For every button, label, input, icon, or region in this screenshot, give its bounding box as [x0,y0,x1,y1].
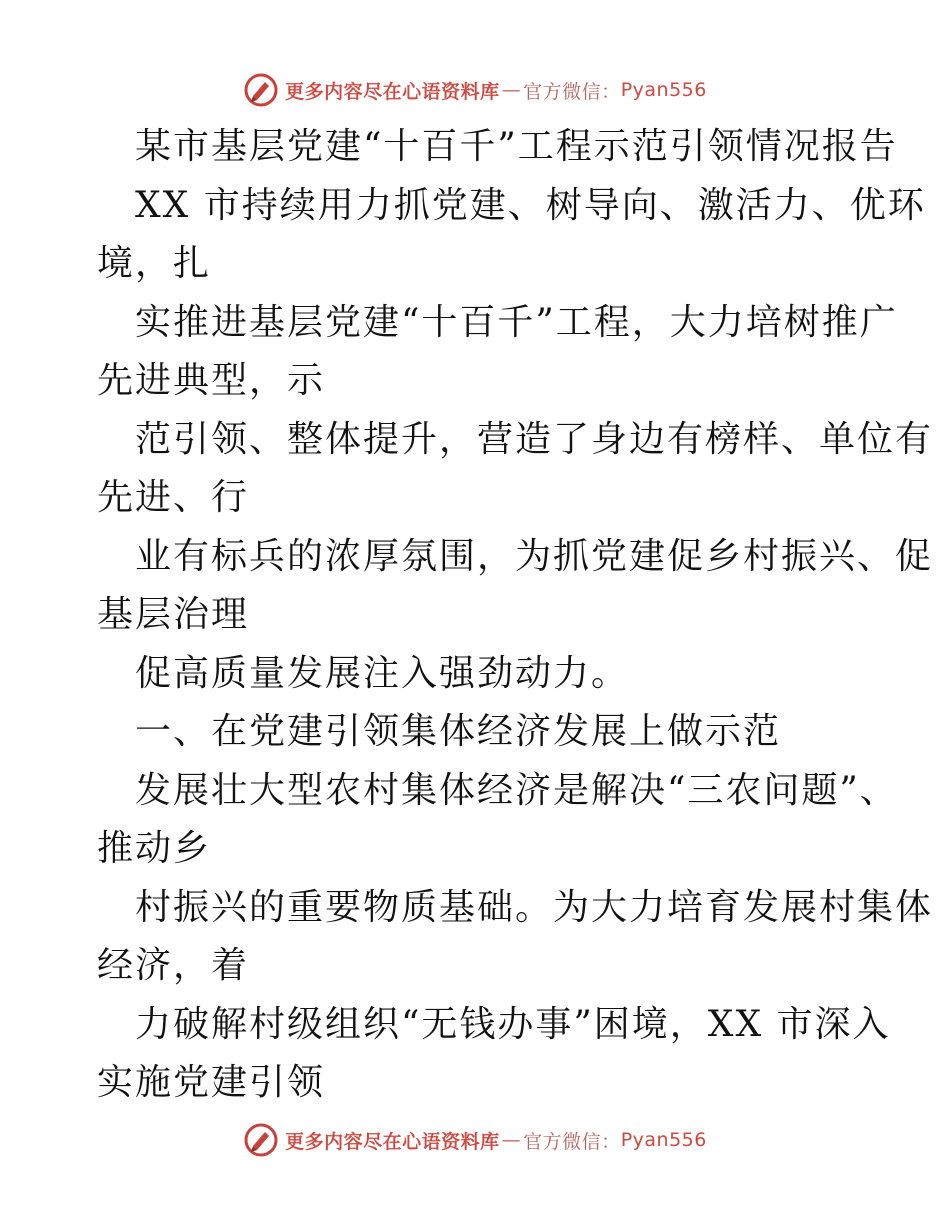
watermark-dash: — [501,1129,522,1151]
watermark-brand: 更多内容尽在心语资料库 [285,80,500,103]
watermark-label: 官方微信： [523,1130,621,1153]
paragraph-line: 业有标兵的浓厚氛围，为抓党建促乡村振兴、促 [135,536,934,577]
watermark-account: Pyan556 [620,79,707,101]
document-title: 某市基层党建“十百千”工程示范引领情况报告 [135,126,898,167]
paragraph-line: 实施党建引领 [97,1062,326,1103]
paragraph-line: 发展壮大型农村集体经济是解决“三农问题”、 [135,770,898,811]
pen-logo-icon [243,1122,279,1158]
paragraph-line: 境，扎 [97,243,212,284]
paragraph-line: 范引领、整体提升，营造了身边有榜样、单位有 [135,419,934,460]
watermark-brand: 更多内容尽在心语资料库 [285,1130,500,1153]
watermark-label: 官方微信： [523,80,621,103]
watermark-footer [0,1120,950,1160]
pen-logo-icon [243,72,279,108]
section-heading: 一、在党建引领集体经济发展上做示范 [135,711,782,752]
paragraph-line: 基层治理 [97,594,250,635]
paragraph-line: 实推进基层党建“十百千”工程，大力培树推广 [135,302,898,343]
paragraph-line: 村振兴的重要物质基础。为大力培育发展村集体 [135,887,934,928]
watermark-dash: — [501,79,522,101]
watermark-account: Pyan556 [620,1129,707,1151]
paragraph-line: 先进、行 [97,477,250,518]
paragraph-line: 促高质量发展注入强劲动力。 [135,653,630,694]
paragraph-line: XX 市持续用力抓党建、树导向、激活力、优环 [135,185,926,226]
paragraph-line: 先进典型，示 [97,360,326,401]
watermark-header [0,70,950,110]
paragraph-line: 推动乡 [97,828,212,869]
paragraph-line: 力破解村级组织“无钱办事”困境，XX 市深入 [135,1004,891,1045]
paragraph-line: 经济，着 [97,945,250,986]
